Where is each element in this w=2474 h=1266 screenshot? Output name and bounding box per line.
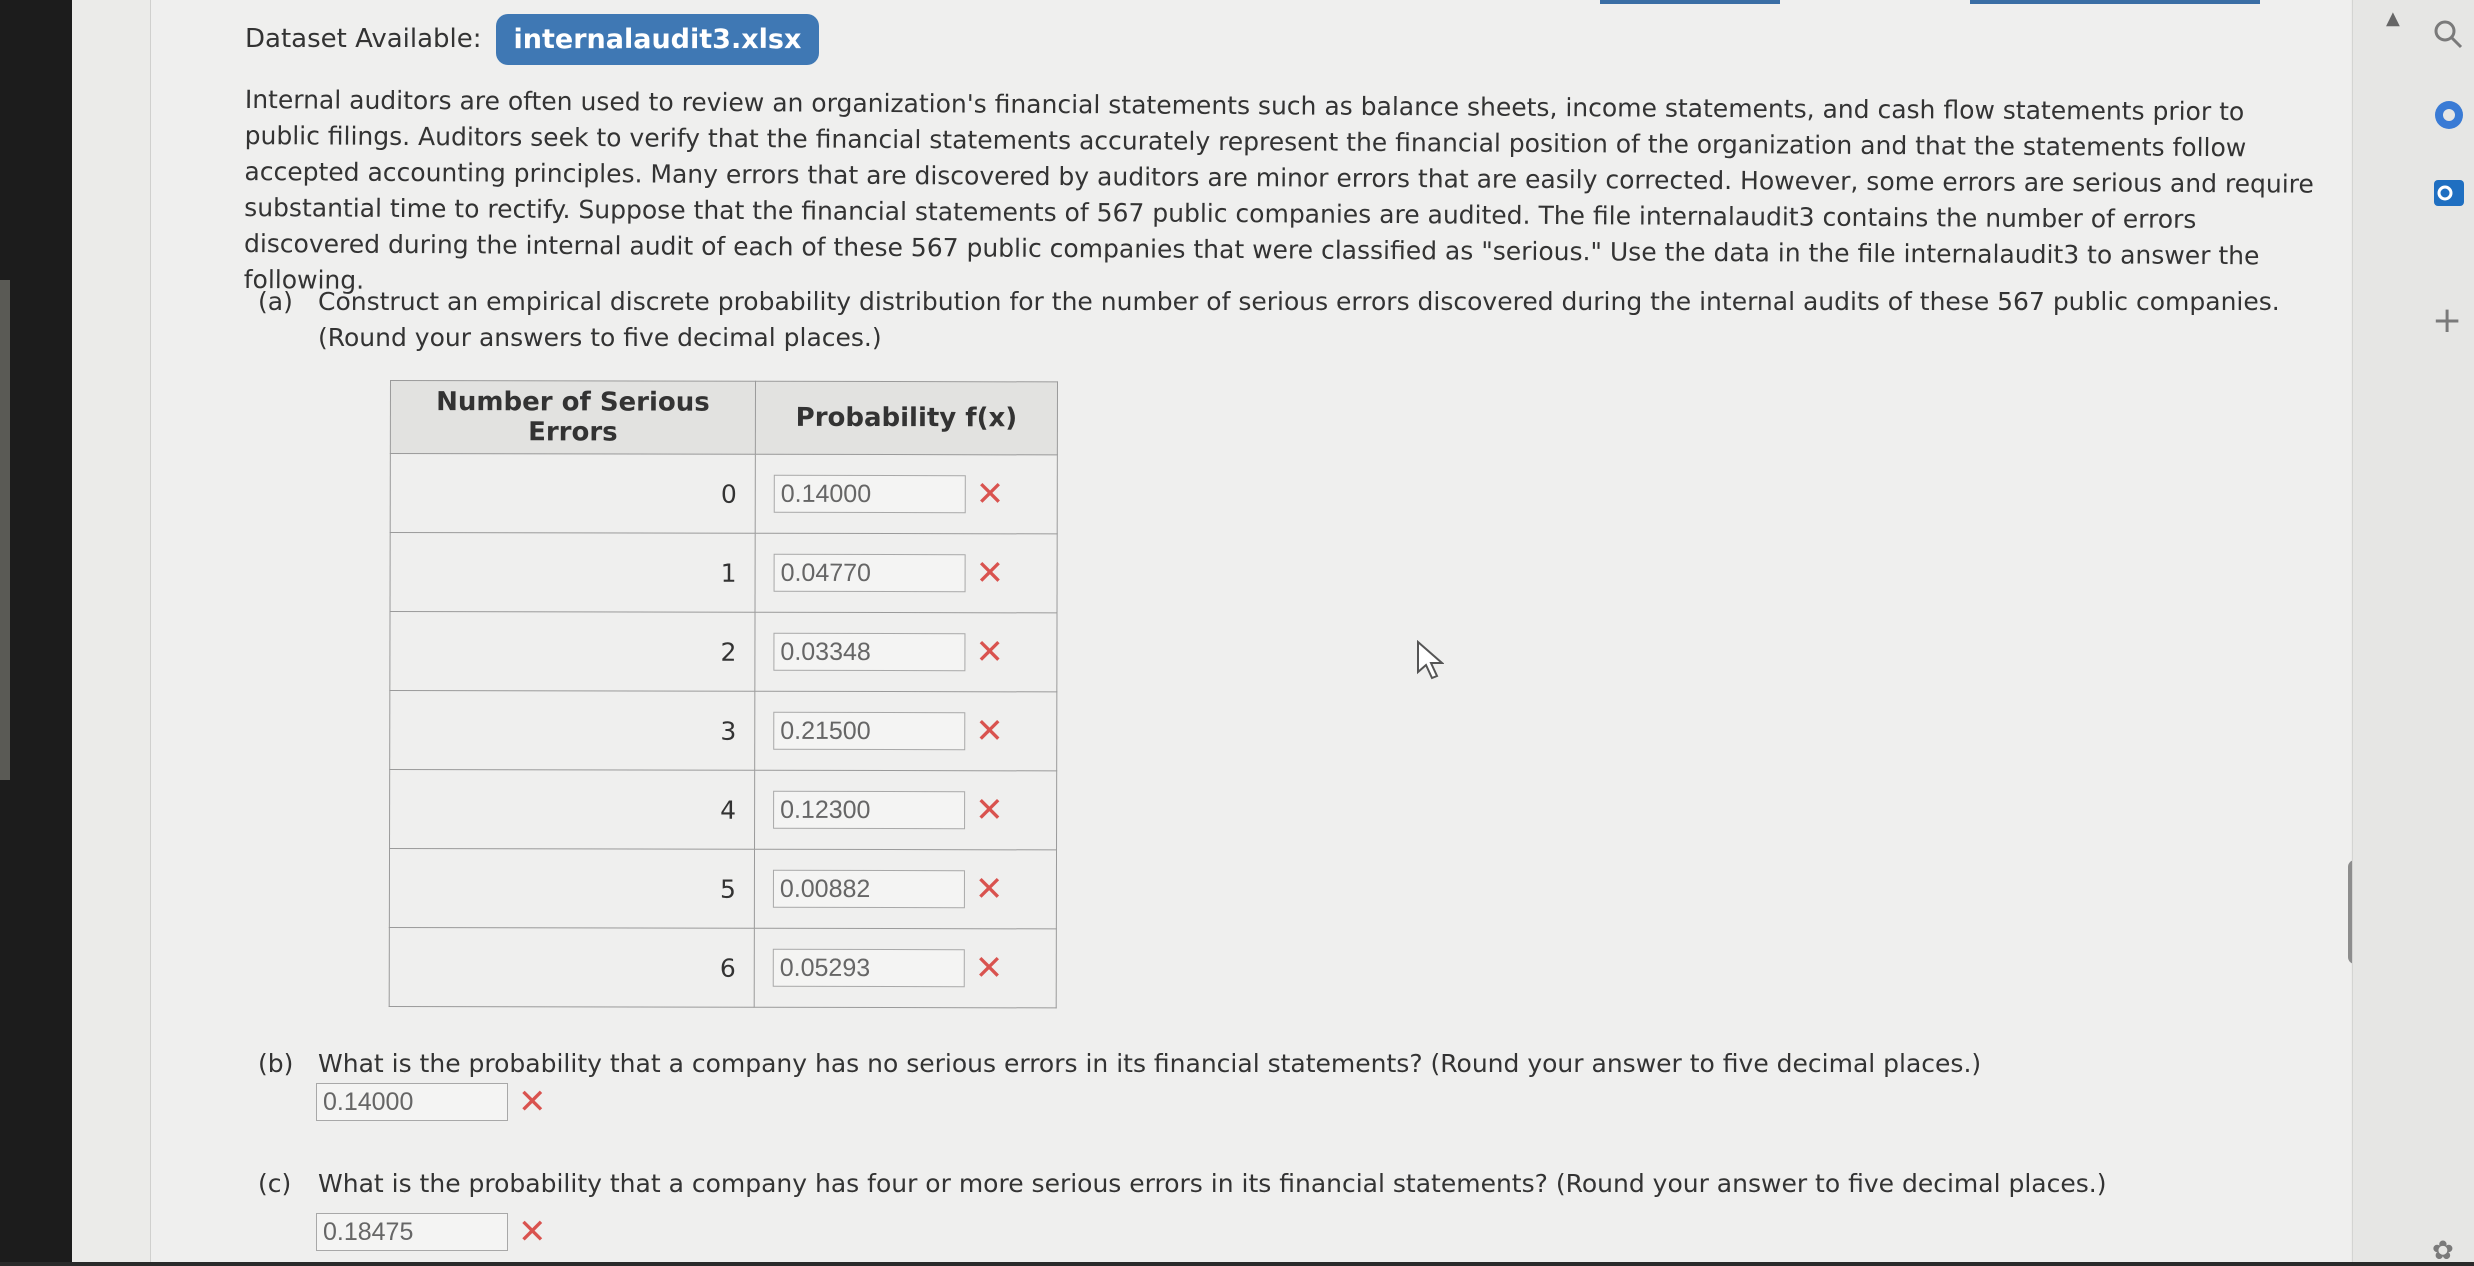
probability-input[interactable]: 0.03348 [773, 633, 965, 671]
incorrect-x-icon: ✕ [974, 948, 1004, 989]
probability-input[interactable]: 0.00882 [773, 870, 965, 908]
incorrect-x-icon: ✕ [518, 1082, 547, 1122]
probability-table [389, 380, 1058, 1008]
errors-value: 0 [390, 454, 755, 534]
top-nav-indicator [1600, 0, 1780, 4]
probability-input[interactable]: 0.12300 [773, 791, 965, 829]
part-a [258, 284, 2338, 364]
errors-value: 1 [390, 533, 755, 613]
top-nav-indicator [1970, 0, 2260, 4]
problem-intro: Internal auditors are often used to review an organization's financial statements such as balance sheets, income statements, and cash flow statements prior to public filings. Auditors seek to verify that the financial statements accurately represent the financial position of the organization and that the statements follow accepted accounting principles. Many errors that are discovered by auditors are minor errors that are easily corrected. However, some errors are serious and require substantial time to rectify. Suppose that the financial statements of 567 public companies are audited. The file internalaudit3 contains the number of errors discovered during the internal audit of each of these 567 public companies that were classified as "serious." Use the data in the file internalaudit3 to answer the following. [243, 84, 2314, 295]
incorrect-x-icon: ✕ [975, 474, 1005, 515]
incorrect-x-icon: ✕ [974, 869, 1004, 910]
mouse-cursor-icon [1416, 640, 1444, 689]
settings-icon[interactable]: ✿ [2432, 1236, 2454, 1266]
part-c-answer-input[interactable]: 0.18475 [316, 1213, 508, 1251]
incorrect-x-icon: ✕ [518, 1212, 547, 1252]
part-b-question: What is the probability that a company has no serious errors in its financial statements? (Round your answer to five decimal places.) [318, 1049, 1982, 1078]
table-row [390, 454, 1057, 534]
table-row [390, 691, 1057, 771]
errors-value: 4 [390, 770, 755, 850]
part-c-question: What is the probability that a company has four or more serious errors in its financial statements? (Round your answer to five decimal places.) [318, 1169, 2107, 1198]
part-a-letter: (a) [258, 287, 293, 316]
probability-input[interactable]: 0.05293 [773, 949, 965, 987]
part-b [258, 1046, 2338, 1126]
probability-input[interactable]: 0.14000 [774, 475, 966, 513]
incorrect-x-icon: ✕ [975, 711, 1004, 752]
incorrect-x-icon: ✕ [975, 553, 1005, 594]
dataset-row [245, 14, 819, 64]
table-row [389, 849, 1056, 929]
table-row [390, 533, 1057, 613]
part-c-answer-row [316, 1212, 547, 1252]
part-a-line2: (Round your answers to five decimal places.) [318, 323, 882, 352]
probability-input[interactable]: 0.04770 [774, 554, 966, 592]
errors-value: 2 [390, 612, 755, 692]
incorrect-x-icon: ✕ [975, 790, 1004, 831]
part-b-answer-input[interactable]: 0.14000 [316, 1083, 508, 1121]
errors-value: 6 [389, 927, 754, 1007]
outlook-icon[interactable] [2432, 176, 2466, 218]
table-row [390, 612, 1057, 692]
part-b-answer-row [316, 1082, 547, 1122]
probability-input[interactable]: 0.21500 [773, 712, 965, 750]
table-row [390, 770, 1057, 850]
errors-value: 5 [389, 849, 754, 929]
dataset-label: Dataset Available: [245, 24, 482, 54]
table-row [389, 927, 1056, 1007]
part-a-line1: Construct an empirical discrete probability distribution for the number of serious errors discovered during the internal audits of these 567 public companies. [318, 287, 2280, 316]
part-c [258, 1166, 2338, 1216]
part-c-letter: (c) [258, 1169, 292, 1198]
screen-bezel [0, 0, 72, 1262]
background-window-edge [0, 280, 10, 780]
part-a-question [318, 284, 2338, 356]
plus-icon[interactable]: + [2432, 300, 2463, 341]
errors-value: 3 [390, 691, 755, 771]
column-header-probability: Probability f(x) [755, 381, 1057, 455]
incorrect-x-icon: ✕ [975, 632, 1004, 673]
search-icon[interactable] [2432, 18, 2464, 58]
part-b-letter: (b) [258, 1049, 294, 1078]
column-header-errors: Number of Serious Errors [390, 381, 755, 455]
scroll-up-icon[interactable]: ▲ [2386, 8, 2400, 29]
copilot-icon[interactable] [2432, 98, 2466, 140]
dataset-file-link[interactable]: internalaudit3.xlsx [496, 14, 820, 65]
